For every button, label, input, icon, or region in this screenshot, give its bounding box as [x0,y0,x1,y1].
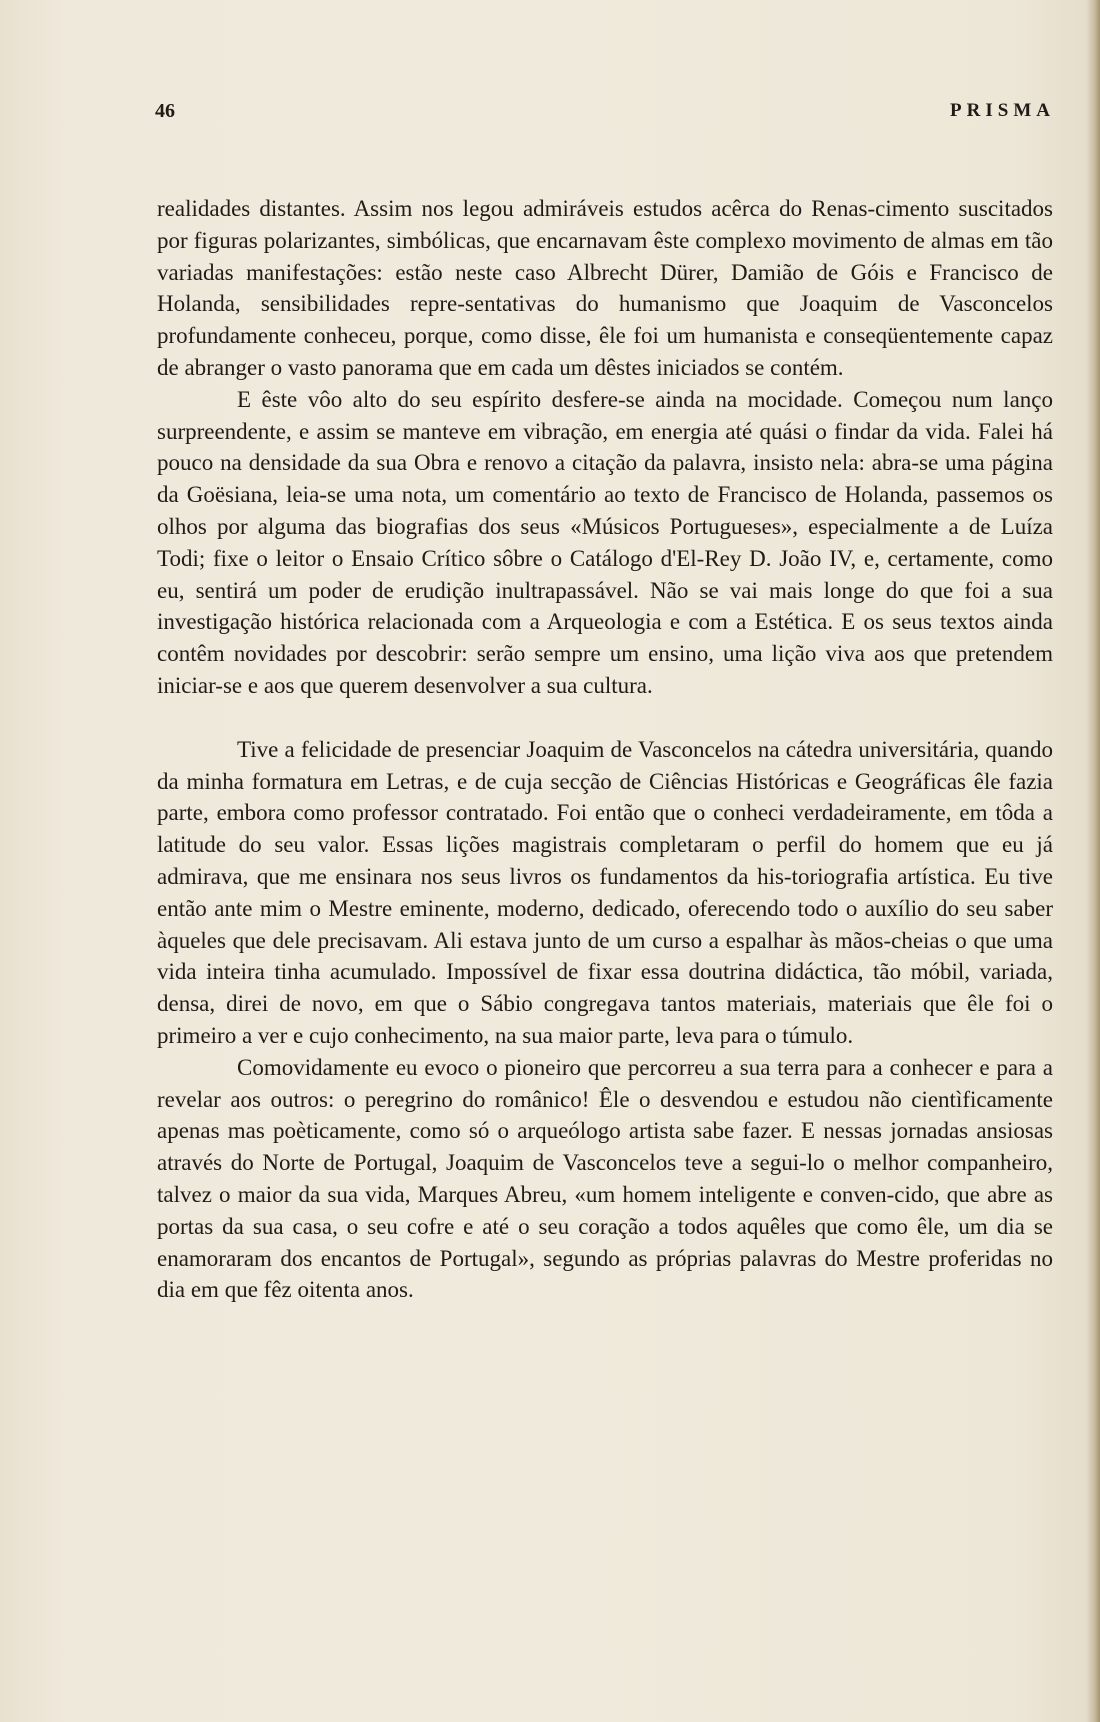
page-header [155,100,1055,130]
paragraph-4: Comovidamente eu evoco o pioneiro que percorreu a sua terra para a conhecer e para a revelar aos outros: o peregrino do românico! Êle o desvendou e estudou não cientìficamente apenas mas poèticamente, como só o arqueólogo artista sabe fazer. E nessas jornadas ansiosas através do Norte de Portugal, Joaquim de Vasconcelos teve a segui-lo o melhor companheiro, talvez o maior da sua vida, Marques Abreu, «um homem inteligente e conven-cido, que abre as portas da sua casa, o seu cofre e até o seu coração a todos aquêles que como êle, um dia se enamoraram dos encantos de Portugal», segundo as próprias palavras do Mestre proferidas no dia em que fêz oitenta anos. [157,1054,1053,1303]
page-edge-shadow [1086,0,1100,1722]
paragraph-2: E êste vôo alto do seu espírito desfere-se ainda na mocidade. Começou num lanço surpreendente, e assim se manteve em vibração, em energia até quási o findar da vida. Falei há pouco na densidade da sua Obra e renovo a citação da palavra, insisto nela: abra-se uma página da Goësiana, leia-se uma nota, um comentário ao texto de Francisco de Holanda, passemos os olhos por alguma das biografias dos seus «Músicos Portugueses», especialmente a de Luíza Todi; fixe o leitor o Ensaio Crítico sôbre o Catálogo d'El-Rey D. João IV, e, certamente, como eu, sentirá um poder de erudição inultrapassável. Não se vai mais longe do que foi a sua investigação histórica relacionada com a Arqueologia e com a Estética. E os seus textos ainda contêm novidades por descobrir: serão sempre um ensino, uma lição viva aos que pretendem iniciar-se e aos que querem desenvolver a sua cultura. [157,386,1053,698]
body-text [157,193,1053,1306]
paragraph-1: realidades distantes. Assim nos legou admiráveis estudos acêrca do Renas-cimento suscitados por figuras polarizantes, simbólicas, que encarnavam êste complexo movimento de almas em tão variadas manifestações: estão neste caso Albrecht Dürer, Damião de Góis e Francisco de Holanda, sensibilidades repre-sentativas do humanismo que Joaquim de Vasconcelos profundamente conheceu, porque, como disse, êle foi um humanista e conseqüentemente capaz de abranger o vasto panorama que em cada um dêstes iniciados se contém. [157,196,1053,380]
paragraph-3: Tive a felicidade de presenciar Joaquim de Vasconcelos na cátedra universitária, quando da minha formatura em Letras, e de cuja secção de Ciências Históricas e Geográficas êle fazia parte, embora como professor contratado. Foi então que o conheci verdadeiramente, em tôda a latitude do seu valor. Essas lições magistrais completaram o perfil do homem que eu já admirava, que me ensinara nos seus livros os fundamentos da his-toriografia artística. Eu tive então ante mim o Mestre eminente, moderno, dedicado, oferecendo todo o auxílio do seu saber àqueles que dele precisavam. Ali estava junto de um curso a espalhar às mãos-cheias o que uma vida inteira tinha acumulado. Impossível de fixar essa doutrina didáctica, tão móbil, variada, densa, direi de novo, em que o Sábio congregava tantos materiais, materiais que êle foi o primeiro a ver e cujo conhecimento, na sua maior parte, leva para o túmulo. [157,736,1053,1048]
running-title: PRISMA [950,100,1055,121]
page-number: 46 [155,100,175,122]
